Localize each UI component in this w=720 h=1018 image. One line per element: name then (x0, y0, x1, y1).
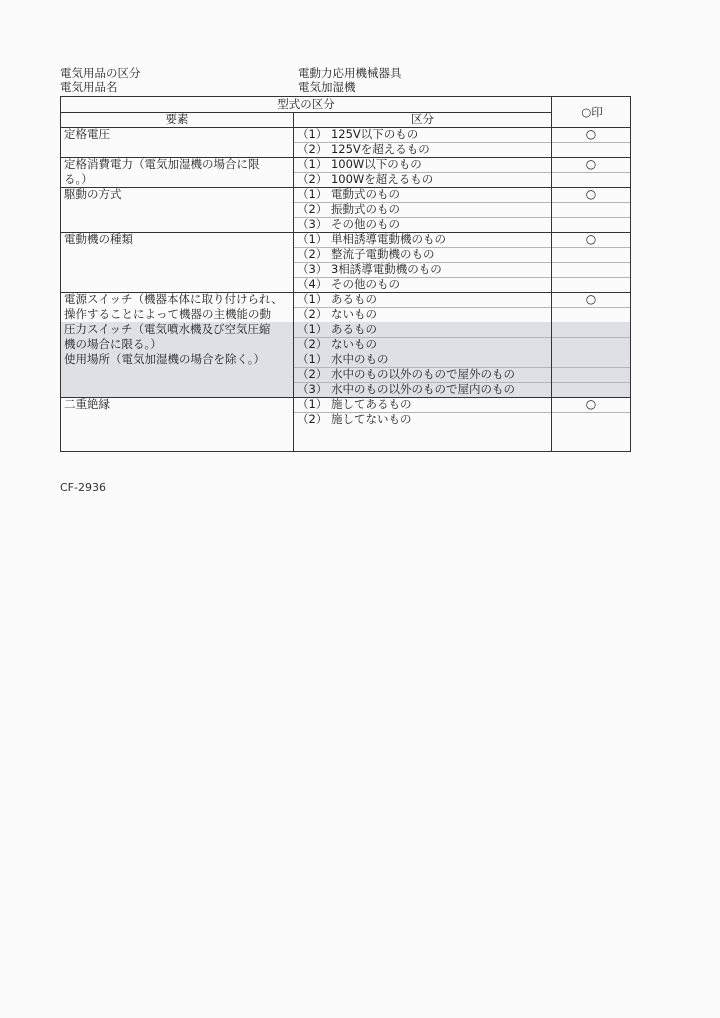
element-label: 圧力スイッチ（電気噴水機及び空気圧縮 (64, 322, 271, 336)
division-option: （1） 100W以下のもの (297, 157, 422, 171)
division-option: （1） 施してあるもの (297, 397, 412, 411)
option-divider (294, 277, 630, 278)
element-label: 電動機の種類 (64, 232, 133, 246)
header-division: 区分 (411, 112, 434, 126)
division-option: （1） 水中のもの (297, 352, 389, 366)
circle-mark: ○ (585, 127, 597, 141)
division-option: （2） 施してないもの (297, 412, 412, 426)
column-divider (551, 127, 552, 451)
document-code: CF-2936 (60, 481, 106, 494)
meta-row-product-name (60, 80, 640, 94)
option-divider (294, 367, 630, 368)
element-label: 機の場合に限る。） (64, 337, 162, 351)
meta-value: 電動力応用機械器具 (298, 66, 402, 80)
element-label: 操作することによって機器の主機能の動 (64, 307, 271, 321)
division-option: （1） 電動式のもの (297, 187, 400, 201)
division-option: （3） 3相誘導電動機のもの (297, 262, 442, 276)
division-option: （3） 水中のもの以外のもので屋内のもの (297, 382, 515, 396)
division-option: （2） ないもの (297, 307, 377, 321)
option-divider (294, 262, 630, 263)
element-label: 駆動の方式 (64, 187, 122, 201)
division-option: （2） 100Wを超えるもの (297, 172, 434, 186)
element-label: 電源スイッチ（機器本体に取り付けられ、 (64, 292, 283, 306)
division-option: （1） 125V以下のもの (297, 127, 419, 141)
option-divider (294, 307, 630, 308)
header-element: 要素 (61, 112, 294, 127)
element-label: る。） (64, 172, 93, 186)
type-division-table (60, 96, 631, 452)
division-option: （3） その他のもの (297, 217, 400, 231)
option-divider (294, 142, 630, 143)
circle-mark: ○ (585, 187, 597, 201)
division-option: （2） 整流子電動機のもの (297, 247, 435, 261)
element-label: 定格電圧 (64, 127, 110, 141)
option-divider (294, 247, 630, 248)
circle-mark: ○ (585, 232, 597, 246)
element-label: 定格消費電力（電気加湿機の場合に限 (64, 157, 260, 171)
circle-mark: ○ (585, 397, 597, 411)
division-option: （2） ないもの (297, 337, 377, 351)
header-mark: ○印 (551, 97, 632, 127)
option-divider (294, 382, 630, 383)
option-divider (294, 217, 630, 218)
division-option: （1） あるもの (297, 322, 377, 336)
product-meta (60, 66, 640, 94)
header-type-division: 型式の区分 (61, 97, 551, 113)
meta-label: 電気用品名 (60, 80, 118, 94)
division-option: （2） 水中のもの以外のもので屋外のもの (297, 367, 515, 381)
meta-row-category (60, 66, 640, 80)
division-option: （1） あるもの (297, 292, 377, 306)
division-option: （2） 振動式のもの (297, 202, 400, 216)
meta-value: 電気加湿機 (298, 80, 356, 94)
division-option: （1） 単相誘導電動機のもの (297, 232, 446, 246)
column-divider (293, 127, 294, 451)
element-label: 二重絶縁 (64, 397, 110, 411)
division-option: （4） その他のもの (297, 277, 400, 291)
option-divider (294, 412, 630, 413)
circle-mark: ○ (585, 157, 597, 171)
option-divider (294, 172, 630, 173)
meta-label: 電気用品の区分 (60, 66, 141, 80)
option-divider (294, 337, 630, 338)
division-option: （2） 125Vを超えるもの (297, 142, 430, 156)
option-divider (294, 202, 630, 203)
circle-mark: ○ (585, 292, 597, 306)
element-label: 使用場所（電気加湿機の場合を除く。） (64, 352, 266, 366)
